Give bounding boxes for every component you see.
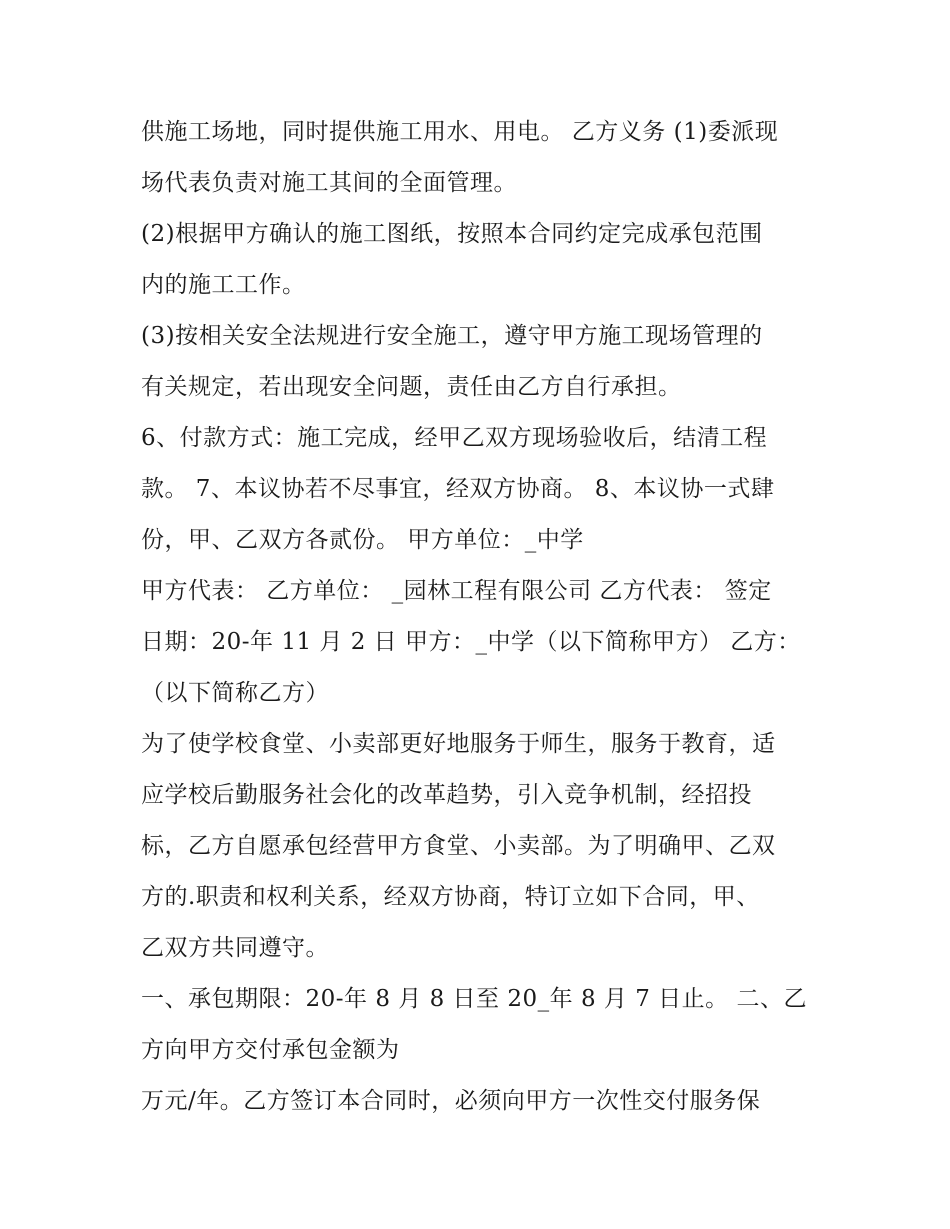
document-body xyxy=(141,109,821,1129)
text-line: 场代表负责对施工其间的全面管理。 xyxy=(141,170,517,196)
text-line: (3)按相关安全法规进行安全施工，遵守甲方施工现场管理的 xyxy=(141,323,763,349)
text-line: 有关规定，若出现安全问题，责任由乙方自行承担。 xyxy=(141,374,682,400)
text-line: 方向甲方交付承包金额为 xyxy=(141,1037,400,1063)
text-line: (2)根据甲方确认的施工图纸，按照本合同约定完成承包范围 xyxy=(141,221,763,247)
text-line: 份，甲、乙双方各贰份。 甲方单位：_中学 xyxy=(141,527,584,553)
text-line: 应学校后勤服务社会化的改革趋势，引入竞争机制，经招投 xyxy=(141,782,752,808)
text-line: 供施工场地，同时提供施工用水、用电。 乙方义务 (1)委派现 xyxy=(141,119,779,145)
text-line: （以下简称乙方） xyxy=(141,680,329,706)
text-line: 6、付款方式：施工完成，经甲乙双方现场验收后，结清工程 xyxy=(141,425,768,451)
text-line: 标，乙方自愿承包经营甲方食堂、小卖部。为了明确甲、乙双 xyxy=(141,833,776,859)
text-line: 乙双方共同遵守。 xyxy=(141,935,329,961)
text-line: 甲方代表： 乙方单位： _园林工程有限公司 乙方代表： 签定 xyxy=(141,578,772,604)
text-line: 为了使学校食堂、小卖部更好地服务于师生，服务于教育，适 xyxy=(141,731,776,757)
text-line: 一、承包期限：20-年 8 月 8 日至 20_年 8 月 7 日止。 二、乙 xyxy=(141,986,807,1012)
text-line: 方的.职责和权利关系，经双方协商，特订立如下合同，甲、 xyxy=(141,884,760,910)
text-line: 款。 7、本议协若不尽事宜，经双方协商。 8、本议协一式肆 xyxy=(141,476,775,502)
text-line: 万元/年。乙方签订本合同时，必须向甲方一次性交付服务保 xyxy=(141,1088,761,1114)
text-line: 内的施工工作。 xyxy=(141,272,306,298)
text-line: 日期：20-年 11 月 2 日 甲方：_中学（以下简称甲方） 乙方： xyxy=(141,629,801,655)
